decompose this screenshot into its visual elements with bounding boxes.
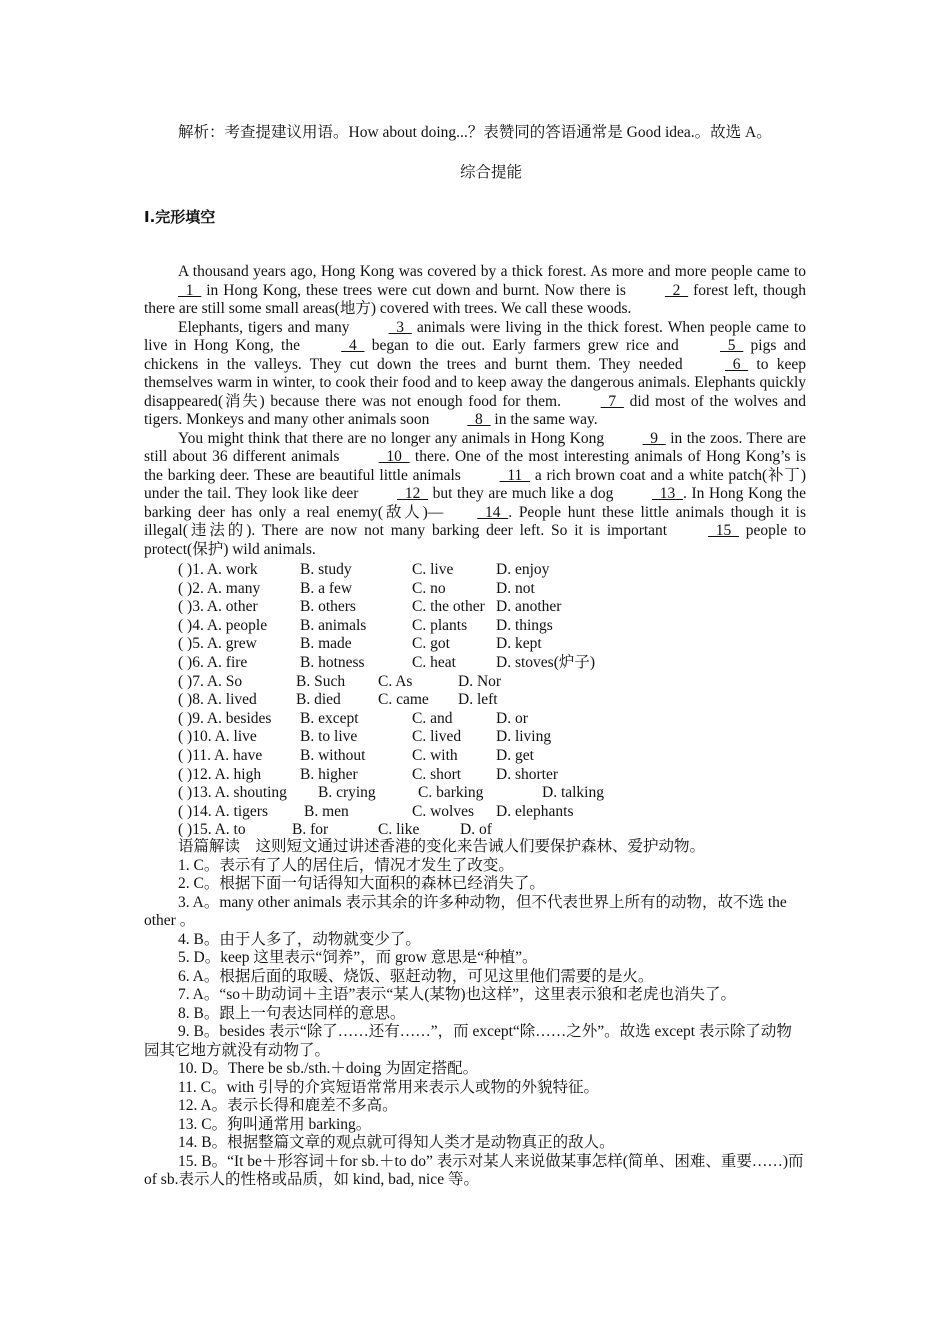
- analysis-item-3: 3. A。many other animals 表示其余的许多种动物，但不代表世界上所有的动物，故不选 the other 。: [144, 893, 787, 929]
- analysis-section: [144, 838, 806, 1190]
- blank-14: 14: [477, 503, 509, 521]
- analysis-item-10: 10. D。There be sb./sth.＋doing 为固定搭配。: [178, 1060, 479, 1077]
- blank-15: 15: [707, 522, 739, 539]
- option-6-q: ( )6. A. fire: [178, 654, 248, 671]
- option-13-q: ( )13. A. shouting: [178, 784, 287, 802]
- passage-text: in the zoos. There are still about 36 different animals: [144, 429, 807, 465]
- blank-4: 4: [341, 337, 365, 354]
- blank-2: 2: [664, 281, 689, 299]
- option-3-d: D. another: [496, 598, 562, 616]
- analysis-item-6: 6. A。根据后面的取暖、烧饭、驱赶动物，可见这里他们需要的是火。: [178, 967, 654, 985]
- option-12-c: C. short: [412, 765, 462, 783]
- option-4-b: B. animals: [300, 616, 367, 634]
- option-11-q: ( )11. A. have: [178, 747, 263, 764]
- blank-9: 9: [642, 429, 666, 447]
- passage-text: there. One of the most interesting animals of Hong Kong’s is the barking deer. These are beautiful little animals: [144, 448, 806, 484]
- part-title: Ⅰ.完形填空: [144, 208, 216, 226]
- option-1-q: ( )1. A. work: [178, 561, 258, 578]
- option-14-d: D. elephants: [496, 802, 574, 820]
- blank-8: 8: [467, 411, 491, 428]
- blank-12: 12: [397, 485, 429, 502]
- analysis-item-15: 15. B。“It be＋形容词＋for sb.＋to do” 表示对某人来说做某事怎样(简单、困难、重要……)而 of sb.表示人的性格或品质，如 kind, bad, nice 等。: [144, 1152, 804, 1188]
- analysis-item-14: 14. B。根据整篇文章的观点就可得知人类才是动物真正的敌人。: [178, 1134, 615, 1151]
- option-4-d: D. things: [496, 616, 553, 634]
- section-heading: 综合提能: [460, 164, 523, 181]
- option-12-b: B. higher: [300, 765, 358, 783]
- option-4-c: C. plants: [412, 616, 468, 634]
- option-2-c: C. no: [412, 579, 446, 597]
- blank-11: 11: [499, 466, 531, 484]
- option-13-b: B. crying: [318, 784, 376, 802]
- option-2-d: D. not: [496, 579, 535, 597]
- option-8-b: B. died: [296, 691, 341, 709]
- passage-text: in Hong Kong, these trees were cut down and burnt. Now there is: [201, 281, 631, 299]
- option-14-b: B. men: [304, 802, 349, 820]
- option-11-c: C. with: [412, 747, 458, 764]
- option-10-c: C. lived: [412, 728, 462, 746]
- passage-text: You might think that there are no longer any animals in Hong Kong: [178, 429, 609, 447]
- passage-text: began to die out. Early farmers grew rice and: [364, 337, 687, 354]
- option-10-q: ( )10. A. live: [178, 728, 257, 746]
- option-9-b: B. except: [300, 709, 359, 727]
- option-5-d: D. kept: [496, 635, 542, 653]
- passage-text: in the same way.: [490, 411, 598, 428]
- option-10-b: B. to live: [300, 728, 358, 746]
- passage-text: Elephants, tigers and many: [178, 318, 355, 336]
- cloze-passage: [144, 263, 806, 559]
- option-3-c: C. the other: [412, 598, 485, 616]
- option-8-q: ( )8. A. lived: [178, 691, 257, 709]
- option-13-c: C. barking: [418, 784, 484, 802]
- option-6-b: B. hotness: [300, 654, 365, 671]
- analysis-item-8: 8. B。跟上一句表达同样的意思。: [178, 1004, 406, 1022]
- analysis-item-4: 4. B。由于人多了，动物就变少了。: [178, 930, 421, 948]
- analysis-item-5: 5. D。keep 这里表示“饲养”，而 grow 意思是“种植”。: [178, 949, 538, 966]
- blank-6: 6: [724, 355, 749, 373]
- option-7-b: B. Such: [296, 672, 346, 690]
- option-1-b: B. study: [300, 561, 352, 578]
- option-5-b: B. made: [300, 635, 352, 653]
- blank-3: 3: [388, 318, 412, 336]
- analysis-item-12: 12. A。表示长得和鹿差不多高。: [178, 1097, 398, 1114]
- analysis-item-2: 2. C。根据下面一句话得知大面积的森林已经消失了。: [178, 875, 545, 892]
- option-9-c: C. and: [412, 709, 453, 727]
- option-5-q: ( )5. A. grew: [178, 635, 257, 653]
- blank-7: 7: [600, 392, 624, 410]
- option-14-q: ( )14. A. tigers: [178, 802, 268, 820]
- option-4-q: ( )4. A. people: [178, 616, 268, 634]
- option-8-d: D. left: [458, 691, 498, 709]
- passage-summary: 语篇解读 这则短文通过讲述香港的变化来告诫人们要保护森林、爱护动物。: [178, 838, 706, 855]
- option-15-d: D. of: [460, 821, 492, 839]
- blank-13: 13: [652, 485, 683, 502]
- option-5-c: C. got: [412, 635, 450, 653]
- option-7-c: C. As: [378, 672, 413, 690]
- analysis-item-11: 11. C。with 引导的介宾短语常常用来表示人或物的外貌特征。: [178, 1078, 599, 1096]
- passage-paragraph-2: [144, 319, 806, 430]
- option-15-c: C. like: [378, 821, 420, 839]
- option-1-d: D. enjoy: [496, 561, 550, 578]
- analysis-item-13: 13. C。狗叫通常用 barking。: [178, 1115, 372, 1133]
- option-15-q: ( )15. A. to: [178, 821, 246, 839]
- passage-text: . In Hong Kong the barking deer has only a real enemy(敌人)—: [144, 485, 806, 521]
- passage-text: did most of the wolves and tigers. Monkeys and many other animals soon: [144, 392, 807, 428]
- analysis-item-1: 1. C。表示有了人的居住后，情况才发生了改变。: [178, 856, 514, 874]
- passage-text: but they are much like a dog: [428, 485, 618, 502]
- option-6-d: D. stoves(炉子): [496, 654, 596, 671]
- option-12-q: ( )12. A. high: [178, 765, 262, 783]
- blank-5: 5: [720, 337, 744, 354]
- option-7-d: D. Nor: [458, 672, 502, 690]
- option-6-c: C. heat: [412, 654, 456, 671]
- passage-text: A thousand years ago, Hong Kong was covered by a thick forest. As more and more people came to: [178, 263, 806, 280]
- passage-text: forest left, though there are still some small areas(地方) covered with trees. We call these woods.: [144, 281, 806, 317]
- option-10-d: D. living: [496, 728, 552, 746]
- option-12-d: D. shorter: [496, 765, 558, 783]
- option-7-q: ( )7. A. So: [178, 672, 243, 690]
- option-8-c: C. came: [378, 691, 429, 709]
- option-2-q: ( )2. A. many: [178, 579, 261, 597]
- top-analysis-note: 解析：考查提建议用语。How about doing...？表赞同的答语通常是 Good idea.。故选 A。: [178, 124, 772, 141]
- passage-text: pigs and chickens in the valleys. They cut down the trees and burnt them. They needed: [144, 337, 806, 373]
- analysis-item-7: 7. A。“so＋助动词＋主语”表示“某人(某物)也这样”，这里表示狼和老虎也消失了。: [178, 986, 736, 1003]
- blank-1: 1: [178, 281, 202, 299]
- option-9-d: D. or: [496, 709, 528, 727]
- option-11-b: B. without: [300, 747, 366, 764]
- passage-paragraph-1: [144, 263, 806, 319]
- option-3-b: B. others: [300, 598, 356, 616]
- option-1-c: C. live: [412, 561, 454, 578]
- passage-paragraph-3: [144, 430, 806, 560]
- passage-text: to keep themselves warm in winter, to cook their food and to keep away the dangerous animals. Elephants quickly disappeared(消失) because there was not enough food for them.: [144, 355, 806, 410]
- passage-text: a rich brown coat and a white patch(补丁) under the tail. They look like deer: [144, 466, 806, 502]
- option-3-q: ( )3. A. other: [178, 598, 258, 616]
- option-13-d: D. talking: [542, 784, 604, 802]
- analysis-item-9: 9. B。besides 表示“除了……还有……”，而 except“除……之外”。故选 except 表示除了动物园其它地方就没有动物了。: [144, 1023, 792, 1059]
- blank-10: 10: [378, 448, 410, 465]
- passage-text: people to protect(保护) wild animals.: [144, 522, 806, 558]
- option-15-b: B. for: [292, 821, 329, 839]
- option-2-b: B. a few: [300, 579, 353, 597]
- option-14-c: C. wolves: [412, 802, 474, 820]
- option-11-d: D. get: [496, 747, 534, 764]
- passage-text: . People hunt these little animals though it is illegal(违法的). There are now not many barking deer left. So it is important: [144, 503, 806, 539]
- option-9-q: ( )9. A. besides: [178, 709, 272, 727]
- passage-text: animals were living in the thick forest. When people came to live in Hong Kong, the: [144, 318, 806, 354]
